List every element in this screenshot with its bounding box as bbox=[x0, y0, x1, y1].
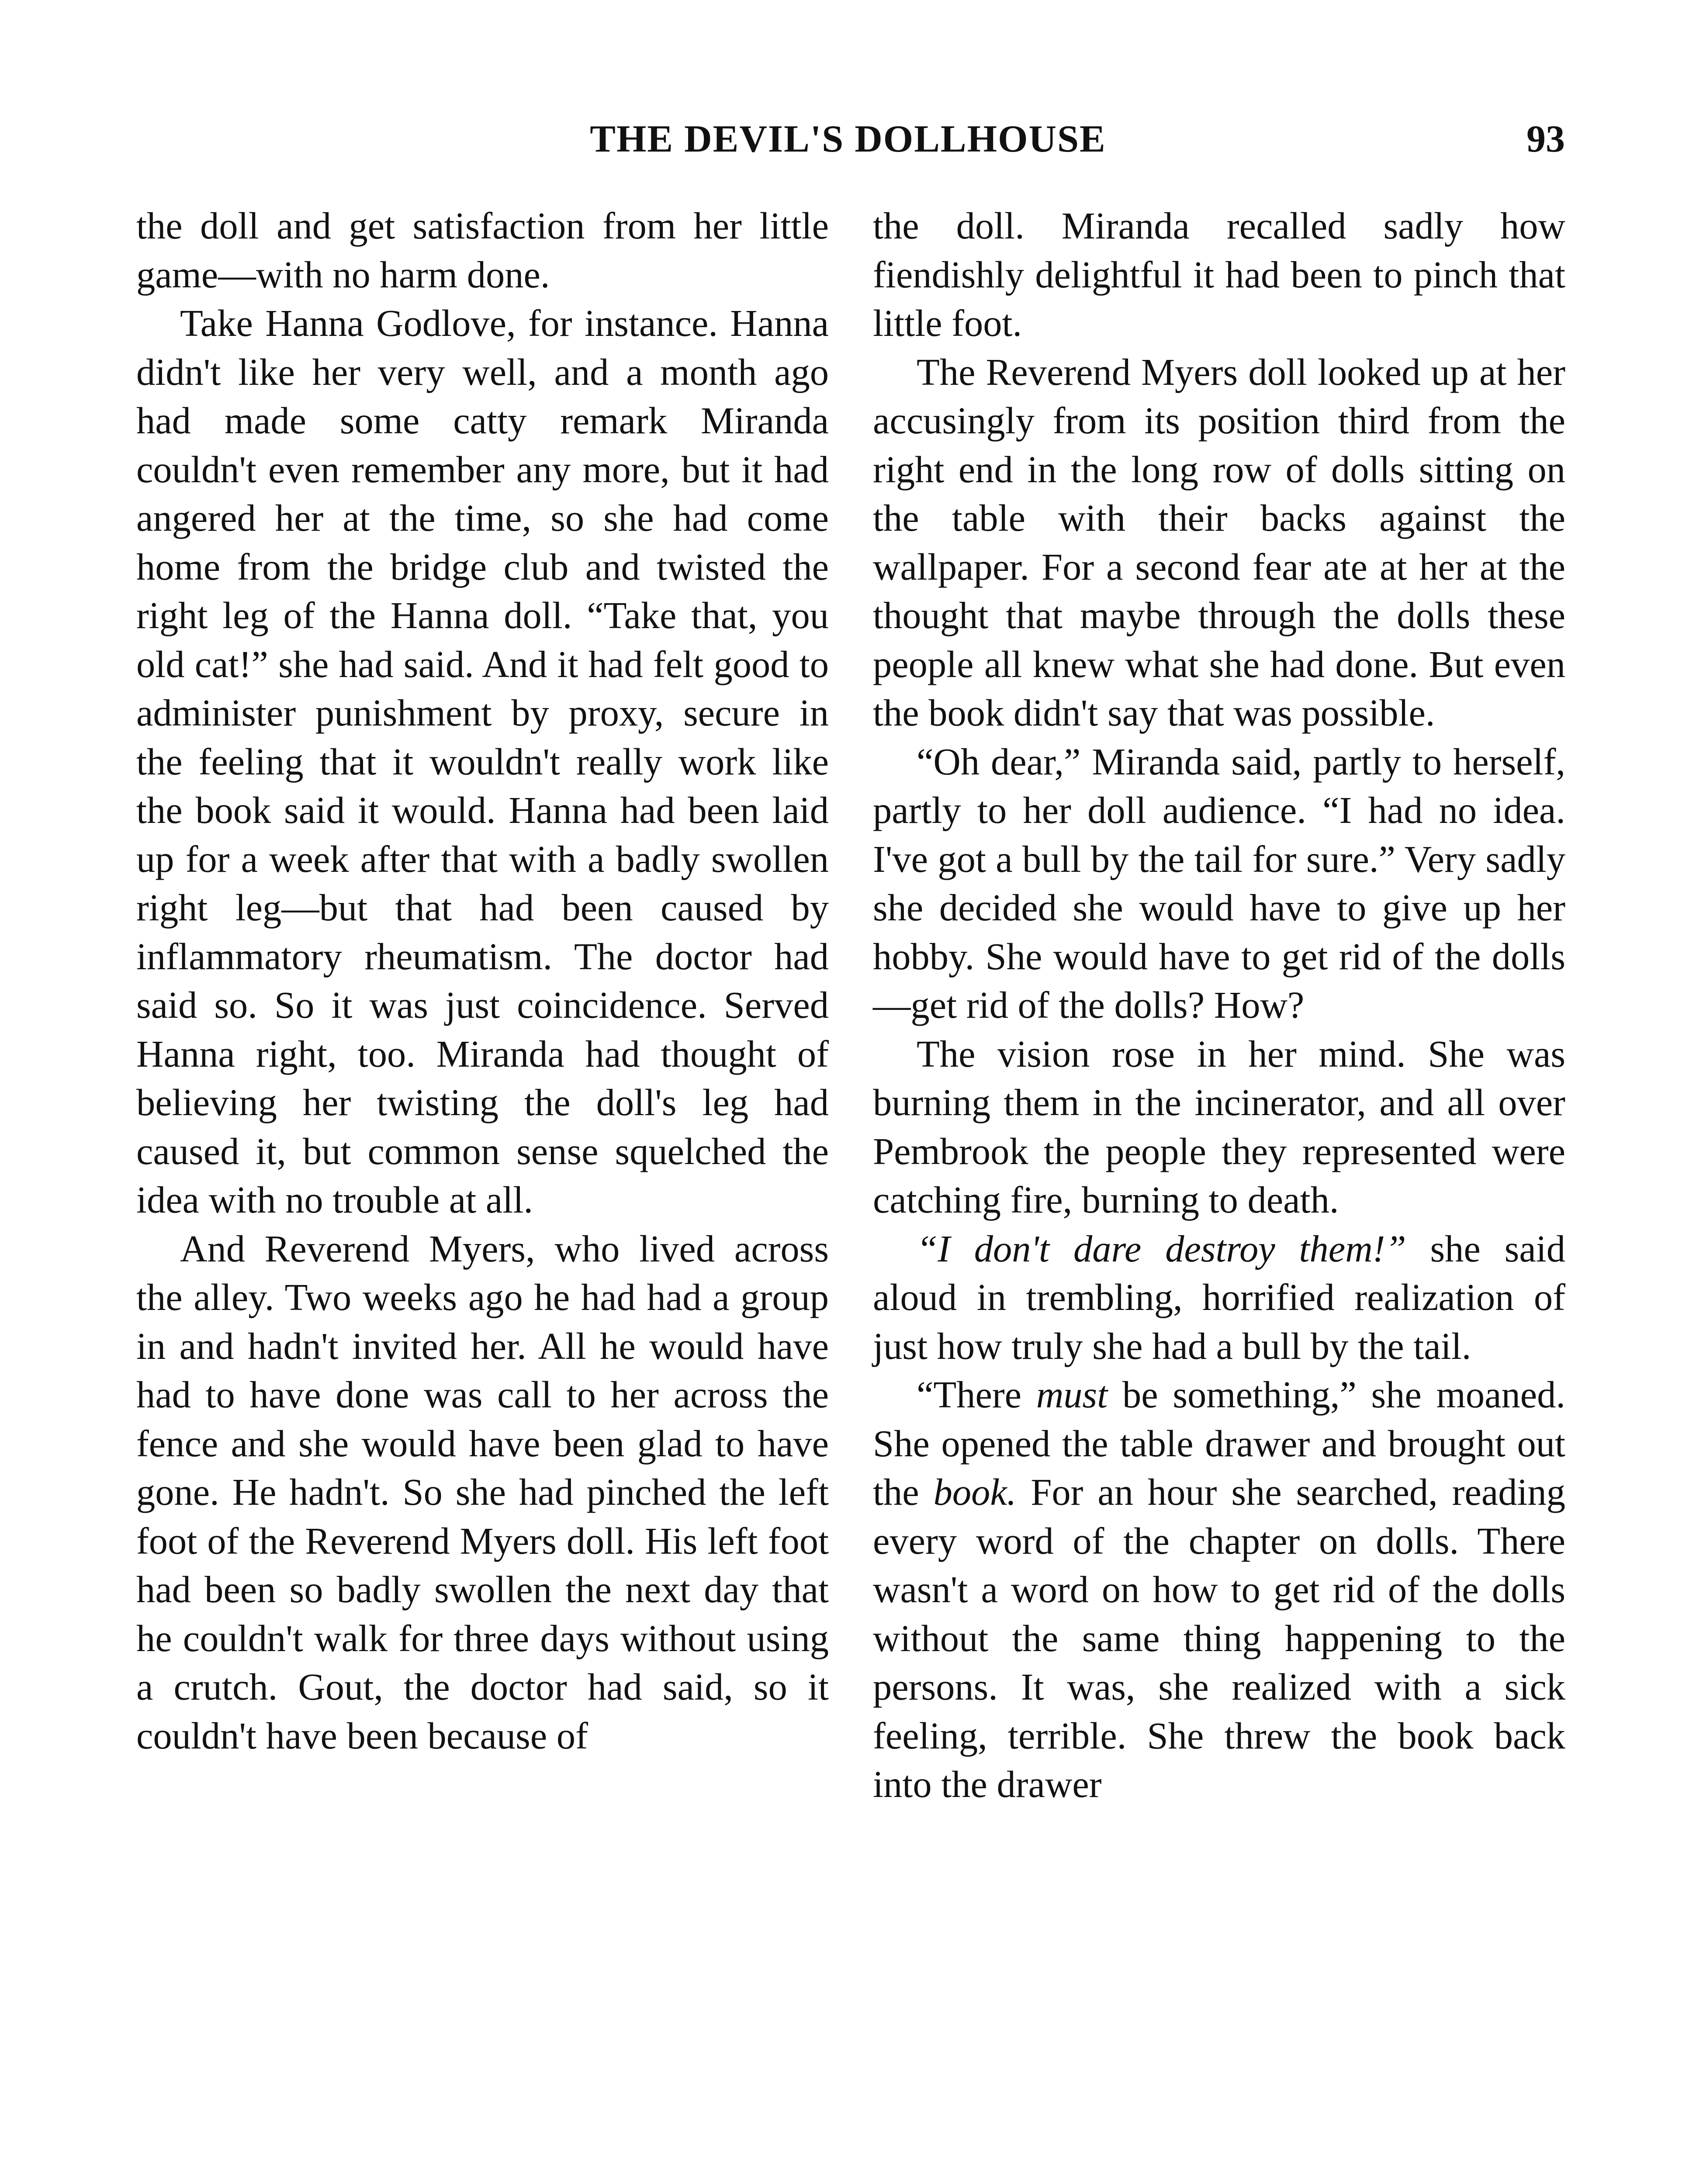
paragraph: the doll. Miranda recalled sadly how fiendishly delightful it had been to pinch that little foot. bbox=[873, 205, 1565, 344]
paragraph: Take Hanna Godlove, for instance. Hanna didn't like her very well, and a month ago had made some catty remark Miranda couldn't even remember any more, but it had angered her at the time, so she had come home from the bridge club and twisted the right leg of the Hanna doll. “Take that, you old cat!” she had said. And it had felt good to administer punishment by proxy, secure in the feeling that it wouldn't really work like the book said it would. Hanna had been laid up for a week after that with a badly swollen right leg—but that had been caused by inflammatory rheumatism. The doctor had said so. So it was just coincidence. Served Hanna right, too. Miranda had thought of believing her twisting the doll's leg had caused it, but common sense squelched the idea with no trouble at all. bbox=[136, 302, 829, 1221]
running-head bbox=[131, 117, 1565, 169]
italic-text: must bbox=[1036, 1374, 1108, 1416]
paragraph: The Reverend Myers doll looked up at her accusingly from its position third from the right end in the long row of dolls sitting on the table with their backs against the wallpaper. For a second fear ate at her at the thought that maybe through the dolls these people all knew what she had done. But even the book didn't say that was possible. bbox=[873, 351, 1565, 734]
paragraph-text: be something,” she moaned. She opened the table drawer and brought out the bbox=[873, 1374, 1565, 1513]
italic-text: “I don't dare destroy them!” bbox=[917, 1227, 1406, 1270]
paragraph-text: For an hour she searched, reading every word of the chapter on dolls. There wasn't a word on how to get rid of the dolls without the same thing happening to the persons. It was, she realized with a sick feeling, terrible. She threw the book back into the drawer bbox=[873, 1471, 1566, 1805]
paragraph bbox=[873, 1371, 1565, 1809]
italic-text: book. bbox=[933, 1471, 1017, 1513]
paragraph: The vision rose in her mind. She was burning them in the incinerator, and all over Pembrook the people they represented were catching fire, burning to death. bbox=[873, 1033, 1565, 1221]
paragraph-text: she said aloud in trembling, horrified realization of just how truly she had a bull by the tail. bbox=[873, 1227, 1565, 1367]
paragraph-text: “There bbox=[917, 1374, 1036, 1416]
paragraph bbox=[873, 1225, 1565, 1371]
running-title: THE DEVIL'S DOLLHOUSE bbox=[590, 118, 1106, 160]
paragraph: “Oh dear,” Miranda said, partly to herself, partly to her doll audience. “I had no idea. I've got a bull by the tail for sure.” Very sadly she decided she would have to give up her hobby. She would have to get rid of the dolls—get rid of the dolls? How? bbox=[873, 740, 1565, 1026]
left-column bbox=[136, 202, 829, 1760]
right-column bbox=[873, 202, 1565, 1809]
paragraph: the doll and get satisfaction from her little game—with no harm done. bbox=[136, 205, 829, 296]
page-number: 93 bbox=[1526, 118, 1565, 160]
paragraph: And Reverend Myers, who lived across the alley. Two weeks ago he had had a group in and hadn't invited her. All he would have had to have done was call to her across the fence and she would have been glad to have gone. He hadn't. So she had pinched the left foot of the Reverend Myers doll. His left foot had been so badly swollen the next day that he couldn't walk for three days without using a crutch. Gout, the doctor had said, so it couldn't have been because of bbox=[136, 1227, 829, 1757]
